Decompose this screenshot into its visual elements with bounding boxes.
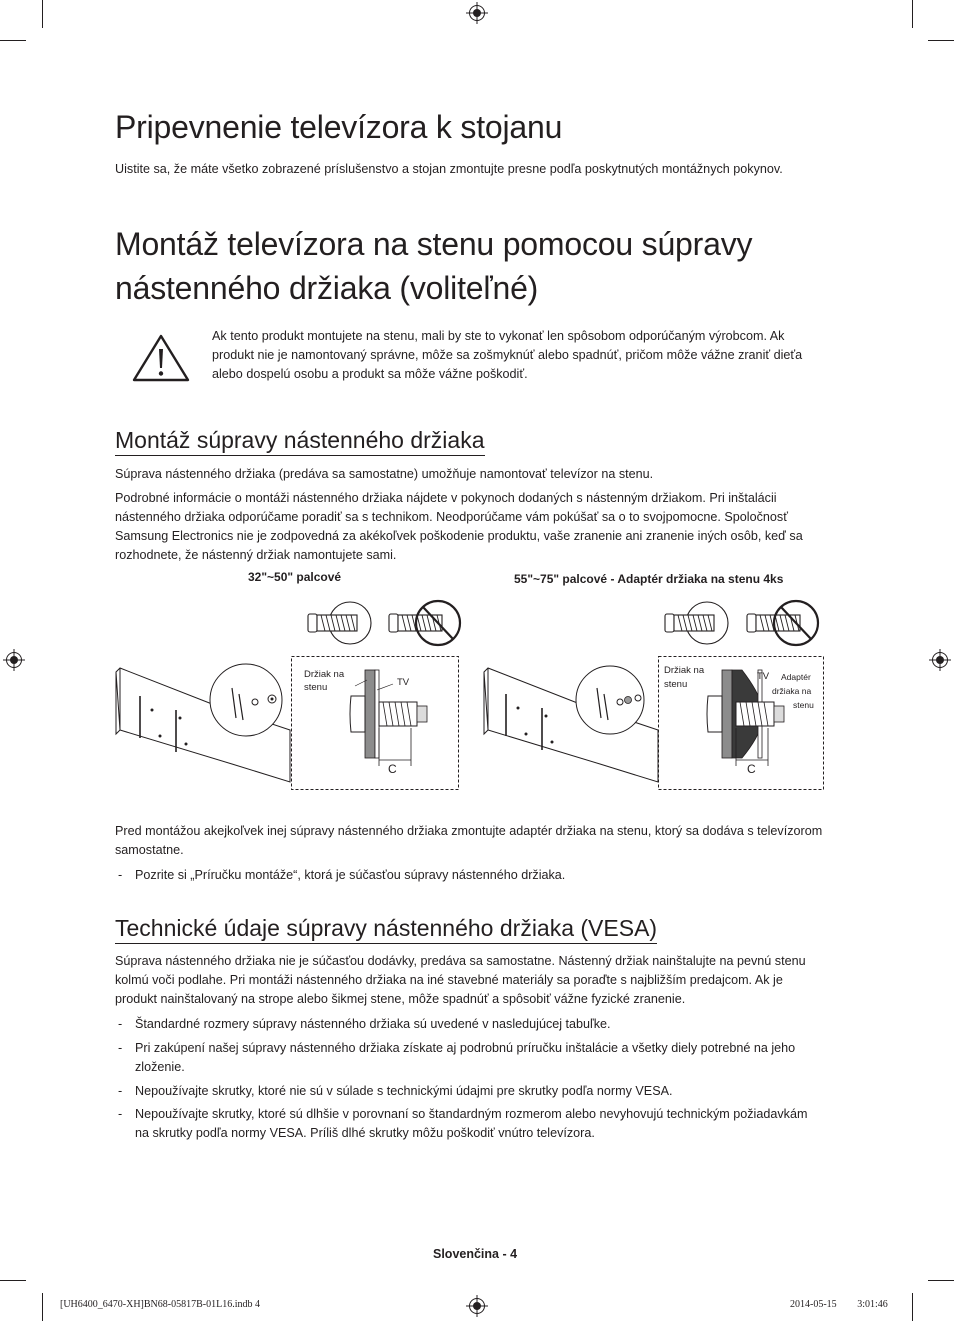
kit-paragraph-line: nástenného držiaka odporúčame poradiť sa s technikom. Neodporúčame vám pokúšať sa o to svojpomocne. Spoločnosť [115,510,788,524]
adapter-note-line: Pred montážou akejkoľvek inej súpravy nástenného držiaka zmontujte adaptér držiaka na stenu, ktorý sa dodáva s televízorom [115,824,823,838]
vesa-bullet-continuation [115,1058,840,1077]
warning-line: produkt nie je namontovaný správne, môže sa zošmyknúť alebo spadnúť, pričom môže vážne zraniť dieťa [212,348,803,362]
registration-mark-icon [466,1295,488,1317]
page-title: Pripevnenie televízora k stojanu [115,109,563,145]
kit-paragraph-line: Samsung Electronics nie je zodpovedná za akékoľvek poškodenie produktu, vaše zranenie ani zranenie iných osôb, keď sa [115,529,803,543]
bullet-text: Pozrite si „Príručku montáže“, ktorá je súčasťou súpravy nástenného držiaka. [135,868,566,882]
crop-mark [928,40,954,41]
tv-back-illustration [480,660,660,785]
crop-mark [42,0,43,28]
vesa-bullet [115,1015,840,1034]
kit-paragraph-line: Podrobné informácie o montáži nástenného držiaka nájdete v pokynoch dodaných s nástenným držiakom. Pri inštalácii [115,491,777,505]
crop-mark [912,0,913,28]
screw-incorrect-icon [746,598,822,648]
label-adapter: stenu [793,700,814,710]
label-tv: TV [757,671,770,682]
vesa-bullet [115,1039,840,1058]
label-bracket: Držiak na [664,665,705,676]
vesa-bullet-continuation [115,1124,840,1143]
vesa-paragraph-line: Súprava nástenného držiaka nie je súčasťou dodávky, predáva sa samostatne. Nástenný držiak nainštalujte na pevnú stenu [115,954,806,968]
screw-incorrect-icon [388,598,464,648]
wall-mount-title-line-1: Montáž televízora na stenu pomocou súpravy [115,226,753,262]
tv-back-illustration [112,660,292,785]
bullet-dash: - [118,1084,123,1098]
vesa-heading: Technické údaje súpravy nástenného držiaka (VESA) [115,914,657,944]
registration-mark-icon [466,2,488,24]
crop-mark [0,40,26,41]
label-adapter: držiaka na [772,686,812,696]
figure-right-caption: 55"~75" palcové - Adaptér držiaka na stenu 4ks [514,572,784,586]
bullet-text: Pri zakúpení našej súpravy nástenného držiaka získate aj podrobnú príručku inštalácie a všetky diely potrebné na jeho [135,1041,796,1055]
label-bracket: Držiak na [304,669,345,680]
screw-correct-icon [307,600,373,646]
bullet-text: zloženie. [135,1060,185,1074]
vesa-paragraph-line: kolmú voči podlahe. Pri montáži nástenného držiaka na iné stavebné materiály sa poraďte s najbližším predajcom. Ak je [115,973,783,987]
label-tv: TV [397,677,410,688]
kit-paragraph-line: rozhodnete, že nástenný držiak namontujete sami. [115,548,397,562]
crop-mark [928,1280,954,1281]
crop-mark [42,1293,43,1321]
adapter-bullet [115,866,840,885]
vesa-paragraph-line: produkt nainštalovaný na strope alebo šikmej stene, môže spadnúť a spôsobiť vážne fyzické zranenie. [115,992,686,1006]
adapter-note-line: samostatne. [115,843,184,857]
screw-correct-icon [664,600,730,646]
crop-mark [912,1293,913,1321]
intro-text: Uistite sa, že máte všetko zobrazené príslušenstvo a stojan zmontujte presne podľa poskytnutých montážnych pokynov. [115,162,783,176]
label-adapter: Adaptér [781,672,811,682]
wall-mount-title-line-2: nástenného držiaka (voliteľné) [115,270,539,306]
label-c: C [388,762,397,776]
label-bracket: stenu [664,679,688,690]
bullet-text: na skrutky podľa normy VESA. Príliš dlhé skrutky môžu poškodiť vnútro televízora. [135,1126,595,1140]
registration-mark-icon [929,649,951,671]
bullet-text: Nepoužívajte skrutky, ktoré sú dlhšie v porovnaní so štandardným rozmerom alebo nevyhovujú technickým požiadavkám [135,1107,808,1121]
bullet-dash: - [118,1017,123,1031]
print-slug-left: [UH6400_6470-XH]BN68-05817B-01L16.indb 4 [60,1299,260,1310]
registration-mark-icon [3,649,25,671]
bullet-dash: - [118,1041,123,1055]
vesa-bullet [115,1105,840,1124]
bullet-dash: - [118,868,123,882]
kit-heading: Montáž súpravy nástenného držiaka [115,426,485,456]
warning-line: alebo dospelú osobu a produkt sa môže vážne poškodiť. [212,367,528,381]
bullet-text: Nepoužívajte skrutky, ktoré nie sú v súlade s technickými údajmi pre skrutky podľa normy VESA. [135,1084,673,1098]
crop-mark [0,1280,26,1281]
label-c: C [747,762,756,776]
label-bracket: stenu [304,682,328,693]
page-number: Slovenčina - 4 [433,1247,518,1261]
vesa-bullet [115,1082,840,1101]
print-slug-right: 2014-05-15 ￿￿ 3:01:46 [790,1299,888,1310]
warning-line: Ak tento produkt montujete na stenu, mali by ste to vykonať len spôsobom odporúčaným výrobcom. Ak [212,329,785,343]
bullet-text: Štandardné rozmery súpravy nástenného držiaka sú uvedené v nasledujúcej tabuľke. [135,1017,611,1031]
bullet-dash: - [118,1107,123,1121]
kit-paragraph: Súprava nástenného držiaka (predáva sa samostatne) umožňuje namontovať televízor na stenu. [115,467,654,481]
warning-triangle-icon [131,333,191,383]
figure-left-caption: 32"~50" palcové [248,570,342,584]
